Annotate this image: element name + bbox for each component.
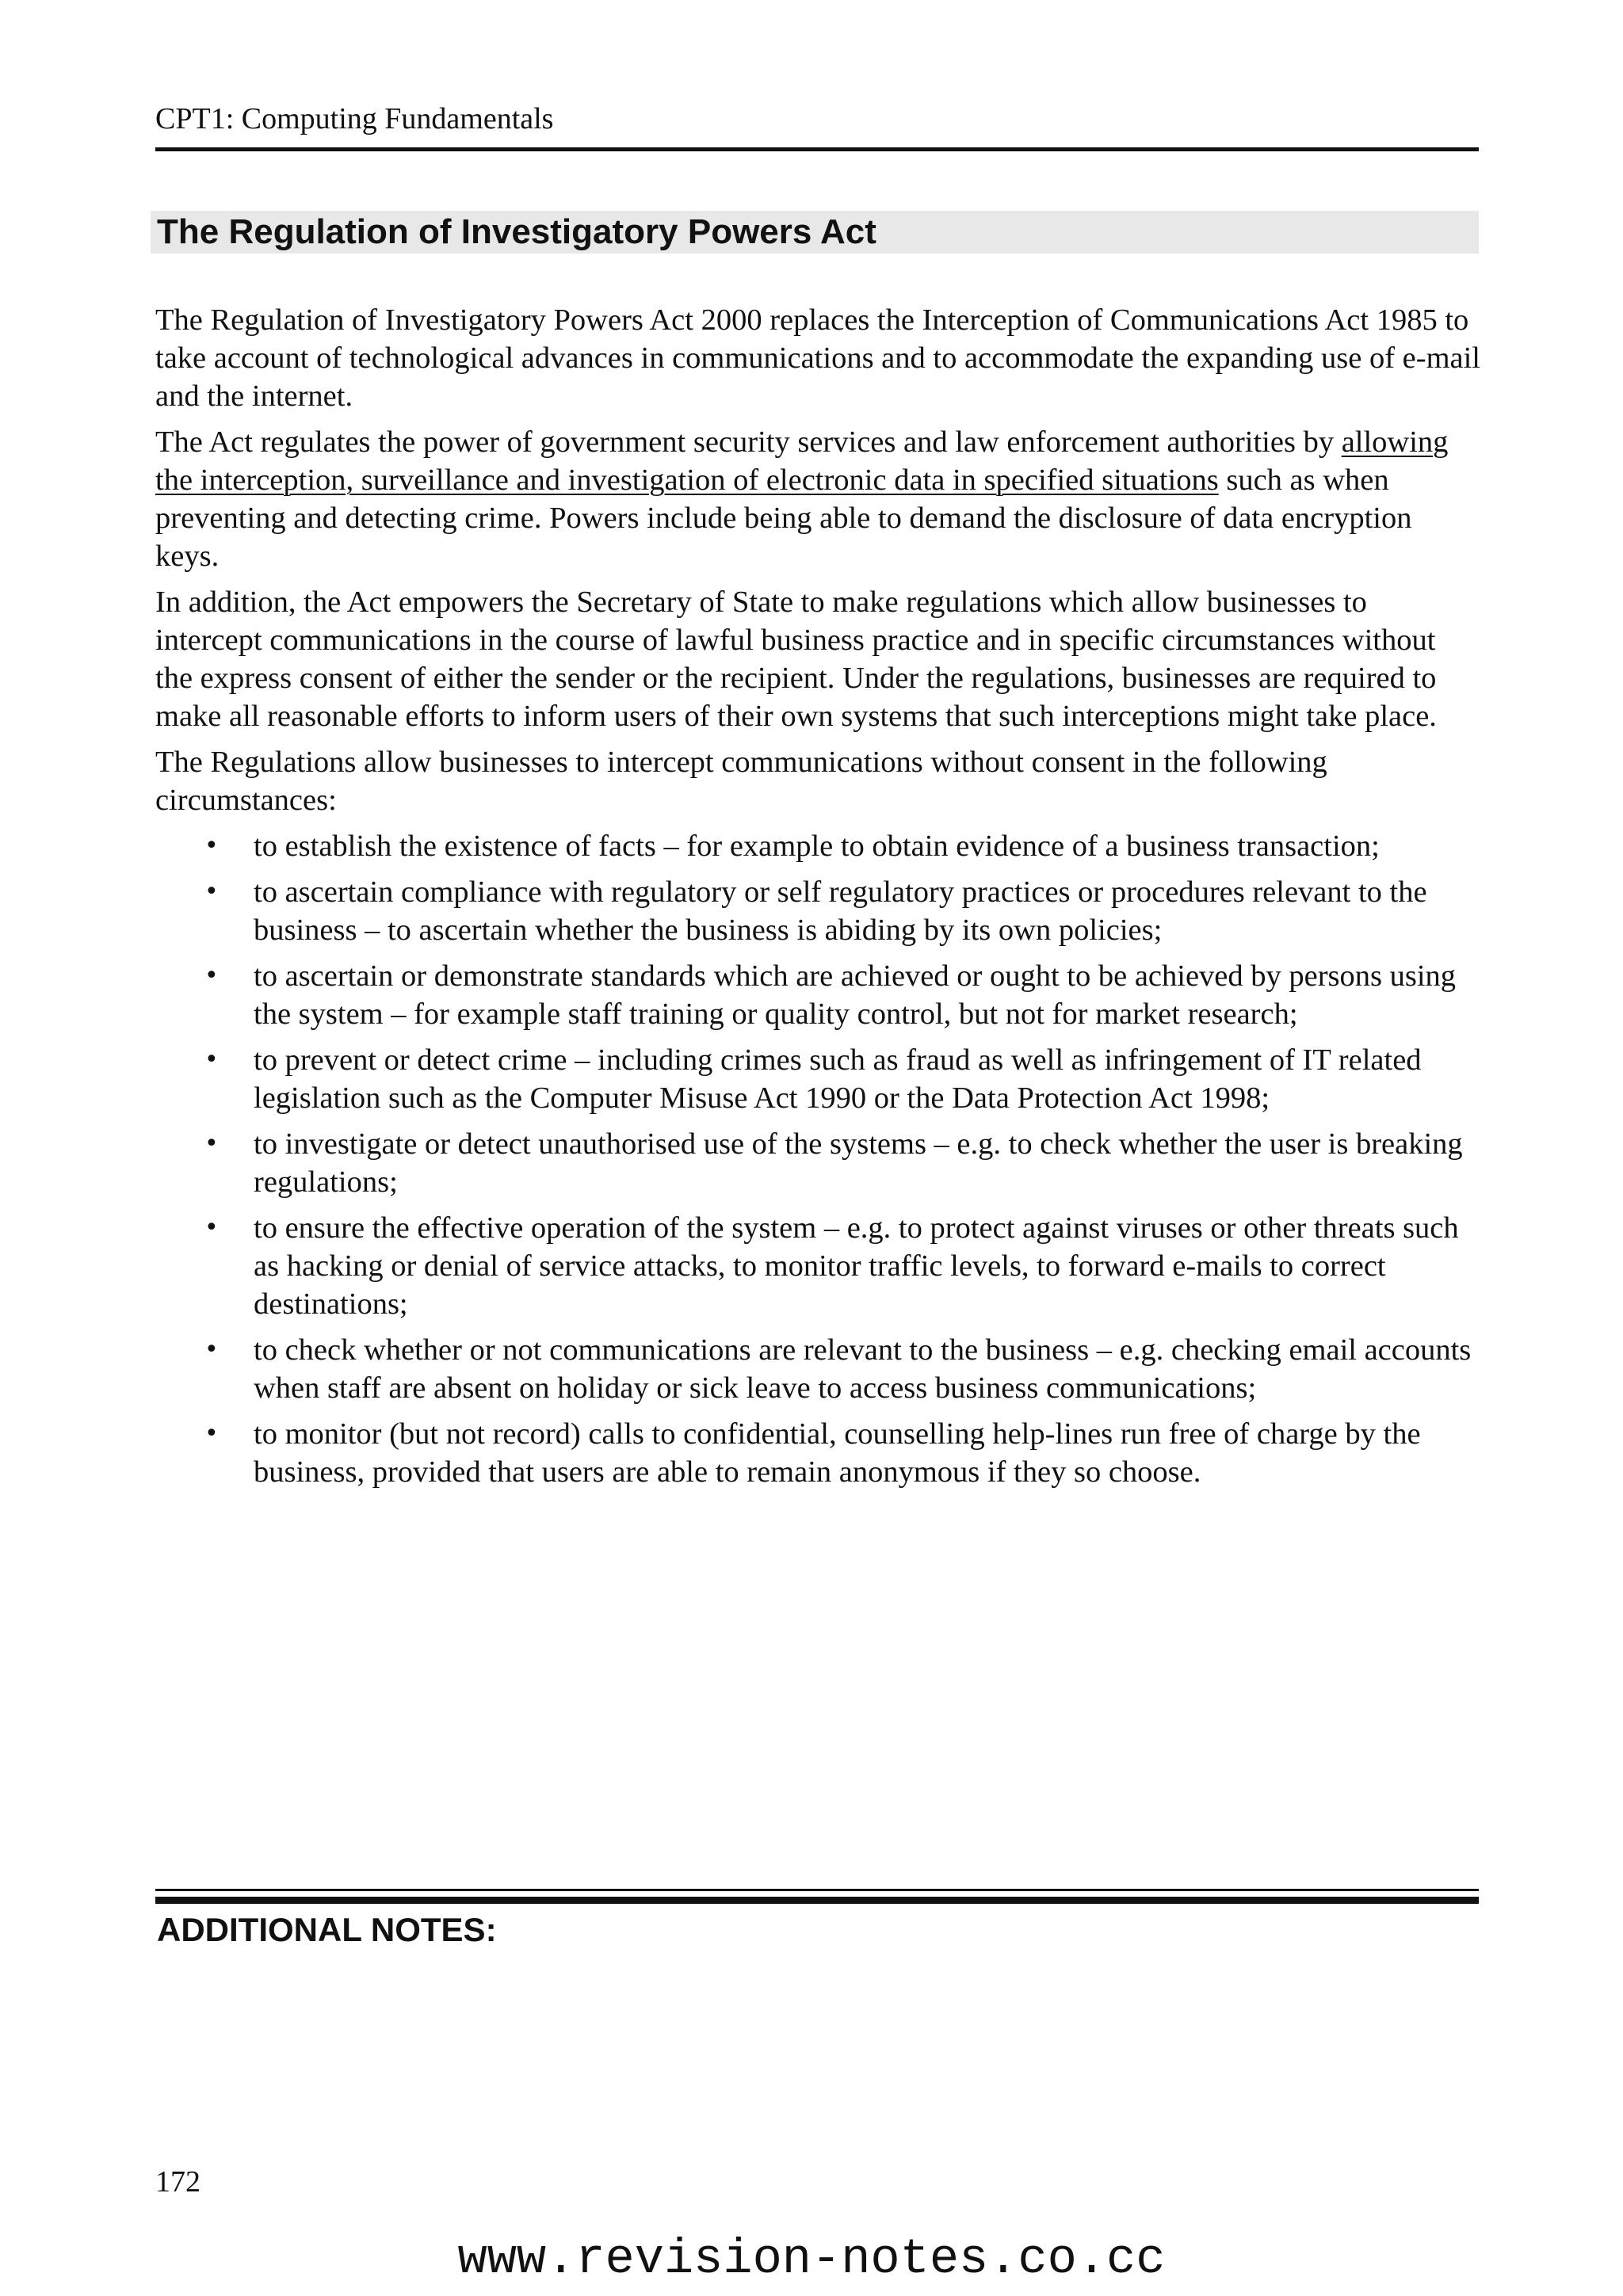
underlined-phrase: allowing the interception, surveillance and investigation of electronic data in specified situations — [155, 425, 1449, 497]
list-item-text: to investigate or detect unauthorised use of the systems – e.g. to check whether the user is breaking regulations; — [254, 1127, 1463, 1199]
list-item-text: to prevent or detect crime – including crimes such as fraud as well as infringement of IT related legislation such as the Computer Misuse Act 1990 or the Data Protection Act 1998; — [254, 1043, 1422, 1115]
page-header-title: CPT1: Computing Fundamentals — [155, 102, 554, 135]
circumstances-list — [155, 827, 1480, 1491]
page-number: 172 — [155, 2165, 200, 2199]
bullet-icon: • — [204, 1130, 219, 1158]
paragraph-act-regulates — [155, 423, 1480, 575]
list-item — [204, 957, 1480, 1033]
bullet-icon: • — [204, 1214, 219, 1241]
list-item-text: to ensure the effective operation of the system – e.g. to protect against viruses or other threats such as hacking or denial of service attacks, to monitor traffic levels, to forward e-mails to correct destinations; — [254, 1211, 1459, 1321]
paragraph-act-regulates-start: The Act regulates the power of government security services and law enforcement authorities by — [155, 425, 1342, 459]
list-item — [204, 1331, 1480, 1407]
list-item-text: to establish the existence of facts – for example to obtain evidence of a business transaction; — [254, 830, 1380, 863]
body-content — [155, 301, 1480, 1499]
additional-notes-heading: ADDITIONAL NOTES: — [157, 1911, 497, 1948]
bullet-icon: • — [204, 962, 219, 990]
list-item — [204, 1125, 1480, 1201]
bullet-icon: • — [204, 1420, 219, 1447]
list-item — [204, 873, 1480, 949]
paragraph-act-regulates-end: such as when preventing and detecting crime. Powers include being able to demand the disclosure of data encryption keys. — [155, 463, 1412, 573]
list-item-text: to ascertain compliance with regulatory or self regulatory practices or procedures relevant to the business – to ascertain whether the business is abiding by its own policies; — [254, 875, 1427, 947]
bullet-icon: • — [204, 832, 219, 860]
paragraph-secretary-of-state: In addition, the Act empowers the Secretary of State to make regulations which allow businesses to intercept communications in the course of lawful business practice and in specific circumstances without the express consent of either the sender or the recipient. Under the regulations, businesses are required to make all reasonable efforts to inform users of their own systems that such interceptions might take place. — [155, 585, 1437, 733]
bullet-icon: • — [204, 1046, 219, 1074]
header-rule — [155, 147, 1479, 151]
notes-rule-thick — [155, 1897, 1479, 1904]
section-heading: The Regulation of Investigatory Powers Act — [157, 212, 876, 251]
paragraph-circumstances-intro: The Regulations allow businesses to intercept communications without consent in the following circumstances: — [155, 746, 1327, 817]
bullet-icon: • — [204, 878, 219, 906]
list-item — [204, 1041, 1480, 1117]
list-item — [204, 827, 1480, 865]
list-item-text: to monitor (but not record) calls to confidential, counselling help-lines run free of charge by the business, provided that users are able to remain anonymous if they so choose. — [254, 1417, 1421, 1489]
notes-rule-thin — [155, 1889, 1479, 1891]
site-url-watermark: www.revision-notes.co.cc — [457, 2231, 1166, 2287]
list-item — [204, 1209, 1480, 1323]
bullet-icon: • — [204, 1336, 219, 1363]
list-item — [204, 1415, 1480, 1491]
paragraph-intro: The Regulation of Investigatory Powers Act 2000 replaces the Interception of Communications Act 1985 to take account of technological advances in communications and to accommodate the expanding use of e-mail and the internet. — [155, 303, 1481, 413]
list-item-text: to check whether or not communications are relevant to the business – e.g. checking email accounts when staff are absent on holiday or sick leave to access business communications; — [254, 1333, 1472, 1405]
list-item-text: to ascertain or demonstrate standards which are achieved or ought to be achieved by persons using the system – for example staff training or quality control, but not for market research; — [254, 959, 1457, 1031]
